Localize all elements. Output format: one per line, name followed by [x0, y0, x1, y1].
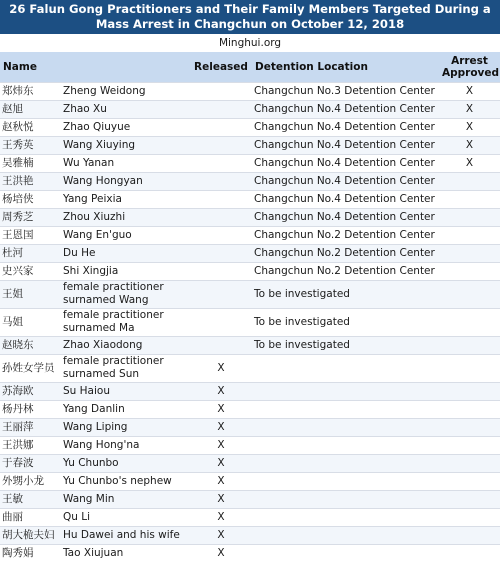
detention-location-cell: Changchun No.4 Detention Center: [252, 136, 439, 154]
chinese-name-cell: 王丽萍: [0, 418, 61, 436]
chinese-name-cell: 胡大桅夫妇: [0, 526, 61, 544]
table-row: [0, 400, 500, 418]
table-row: [0, 382, 500, 400]
released-cell: [190, 308, 252, 336]
english-name-cell: Yu Chunbo: [61, 454, 190, 472]
table-row: [0, 100, 500, 118]
released-cell: [190, 172, 252, 190]
english-name-cell: Tao Xiujuan: [61, 544, 190, 562]
english-name-cell: Qu Li: [61, 508, 190, 526]
released-cell: [190, 262, 252, 280]
english-name-cell: Wang Hongyan: [61, 172, 190, 190]
table-row: [0, 354, 500, 382]
chinese-name-cell: 陶秀娟: [0, 544, 61, 562]
header-detention-location: Detention Location: [255, 60, 368, 73]
arrest-approved-cell: [439, 208, 500, 226]
released-cell: X: [190, 382, 252, 400]
arrest-approved-cell: X: [439, 82, 500, 100]
english-name-cell: Zhou Xiuzhi: [61, 208, 190, 226]
detention-location-cell: [252, 354, 439, 382]
detention-location-cell: Changchun No.2 Detention Center: [252, 226, 439, 244]
table-row: [0, 172, 500, 190]
arrest-approved-cell: [439, 382, 500, 400]
arrest-approved-cell: [439, 508, 500, 526]
arrest-approved-cell: [439, 436, 500, 454]
released-cell: [190, 190, 252, 208]
chinese-name-cell: 王洪艳: [0, 172, 61, 190]
english-name-cell: female practitioner surnamed Wang: [61, 280, 190, 308]
arrest-approved-cell: X: [439, 154, 500, 172]
arrest-approved-cell: [439, 354, 500, 382]
table-row: [0, 118, 500, 136]
english-name-cell: Wang Liping: [61, 418, 190, 436]
english-name-cell: Wang Xiuying: [61, 136, 190, 154]
detention-location-cell: [252, 526, 439, 544]
english-name-cell: Zhao Xu: [61, 100, 190, 118]
table-row: [0, 526, 500, 544]
table-header-row: [0, 52, 500, 82]
arrest-approved-cell: [439, 190, 500, 208]
chinese-name-cell: 于春波: [0, 454, 61, 472]
chinese-name-cell: 王洪娜: [0, 436, 61, 454]
table-row: [0, 418, 500, 436]
arrest-approved-cell: [439, 172, 500, 190]
released-cell: [190, 136, 252, 154]
detention-location-cell: Changchun No.3 Detention Center: [252, 82, 439, 100]
chinese-name-cell: 杨丹林: [0, 400, 61, 418]
detention-location-cell: Changchun No.4 Detention Center: [252, 118, 439, 136]
detention-location-cell: Changchun No.2 Detention Center: [252, 244, 439, 262]
released-cell: X: [190, 544, 252, 562]
chinese-name-cell: 孙姓女学员: [0, 354, 61, 382]
chinese-name-cell: 赵晓东: [0, 336, 61, 354]
table-row: [0, 190, 500, 208]
detention-location-cell: [252, 508, 439, 526]
detention-location-cell: To be investigated: [252, 280, 439, 308]
table-row: [0, 154, 500, 172]
detention-location-cell: [252, 436, 439, 454]
detention-location-cell: [252, 382, 439, 400]
arrest-approved-cell: [439, 544, 500, 562]
detention-location-cell: [252, 454, 439, 472]
detention-location-cell: To be investigated: [252, 336, 439, 354]
english-name-cell: Hu Dawei and his wife: [61, 526, 190, 544]
detention-location-cell: To be investigated: [252, 308, 439, 336]
chinese-name-cell: 杜河: [0, 244, 61, 262]
table-row: [0, 136, 500, 154]
arrest-approved-cell: [439, 418, 500, 436]
chinese-name-cell: 曲丽: [0, 508, 61, 526]
chinese-name-cell: 赵旭: [0, 100, 61, 118]
chinese-name-cell: 赵秋悦: [0, 118, 61, 136]
released-cell: [190, 208, 252, 226]
released-cell: X: [190, 508, 252, 526]
arrest-approved-cell: X: [439, 136, 500, 154]
header-name: Name: [3, 60, 37, 73]
table-row: [0, 308, 500, 336]
arrest-approved-cell: [439, 454, 500, 472]
chinese-name-cell: 吴雅楠: [0, 154, 61, 172]
source-label: Minghui.org: [0, 34, 500, 52]
arrest-approved-cell: [439, 526, 500, 544]
table-row: [0, 490, 500, 508]
arrest-approved-cell: [439, 226, 500, 244]
header-released: Released: [194, 60, 248, 73]
table-title: 26 Falun Gong Practitioners and Their Family Members Targeted During a Mass Arrest in Changchun on October 12, 2018: [0, 0, 500, 34]
arrest-approved-cell: [439, 280, 500, 308]
chinese-name-cell: 杨培侠: [0, 190, 61, 208]
english-name-cell: Wu Yanan: [61, 154, 190, 172]
detention-location-cell: Changchun No.2 Detention Center: [252, 262, 439, 280]
table-row: [0, 208, 500, 226]
table-row: [0, 336, 500, 354]
released-cell: X: [190, 526, 252, 544]
chinese-name-cell: 苏海欧: [0, 382, 61, 400]
table-row: [0, 226, 500, 244]
chinese-name-cell: 王秀英: [0, 136, 61, 154]
arrest-approved-cell: [439, 262, 500, 280]
detention-location-cell: [252, 490, 439, 508]
chinese-name-cell: 马姐: [0, 308, 61, 336]
detention-location-cell: [252, 472, 439, 490]
detention-location-cell: [252, 544, 439, 562]
released-cell: X: [190, 354, 252, 382]
english-name-cell: Zheng Weidong: [61, 82, 190, 100]
detention-location-cell: Changchun No.4 Detention Center: [252, 190, 439, 208]
header-arrest-approved: Arrest Approved: [442, 54, 500, 79]
arrest-approved-cell: [439, 244, 500, 262]
released-cell: X: [190, 400, 252, 418]
released-cell: X: [190, 454, 252, 472]
detention-location-cell: Changchun No.4 Detention Center: [252, 172, 439, 190]
header-english-name: [61, 52, 190, 82]
arrest-approved-cell: [439, 308, 500, 336]
arrest-approved-cell: [439, 336, 500, 354]
table-row: [0, 472, 500, 490]
english-name-cell: Wang Min: [61, 490, 190, 508]
detention-location-cell: Changchun No.4 Detention Center: [252, 208, 439, 226]
detention-location-cell: Changchun No.4 Detention Center: [252, 100, 439, 118]
english-name-cell: Zhao Qiuyue: [61, 118, 190, 136]
released-cell: X: [190, 418, 252, 436]
arrest-approved-cell: X: [439, 118, 500, 136]
english-name-cell: Du He: [61, 244, 190, 262]
released-cell: [190, 336, 252, 354]
table-row: [0, 262, 500, 280]
english-name-cell: Wang En'guo: [61, 226, 190, 244]
detention-location-cell: [252, 418, 439, 436]
english-name-cell: Shi Xingjia: [61, 262, 190, 280]
released-cell: [190, 226, 252, 244]
released-cell: [190, 100, 252, 118]
chinese-name-cell: 周秀芝: [0, 208, 61, 226]
english-name-cell: Yu Chunbo's nephew: [61, 472, 190, 490]
detention-location-cell: Changchun No.4 Detention Center: [252, 154, 439, 172]
arrest-approved-cell: [439, 490, 500, 508]
released-cell: X: [190, 436, 252, 454]
english-name-cell: female practitioner surnamed Sun: [61, 354, 190, 382]
english-name-cell: Zhao Xiaodong: [61, 336, 190, 354]
released-cell: [190, 154, 252, 172]
released-cell: X: [190, 472, 252, 490]
english-name-cell: Yang Peixia: [61, 190, 190, 208]
english-name-cell: Su Haiou: [61, 382, 190, 400]
chinese-name-cell: 郑炜东: [0, 82, 61, 100]
english-name-cell: Yang Danlin: [61, 400, 190, 418]
chinese-name-cell: 王恩国: [0, 226, 61, 244]
arrest-approved-cell: [439, 400, 500, 418]
practitioners-table: [0, 52, 500, 562]
table-row: [0, 244, 500, 262]
table-row: [0, 544, 500, 562]
chinese-name-cell: 外甥小龙: [0, 472, 61, 490]
detention-location-cell: [252, 400, 439, 418]
chinese-name-cell: 王敏: [0, 490, 61, 508]
english-name-cell: Wang Hong'na: [61, 436, 190, 454]
chinese-name-cell: 史兴家: [0, 262, 61, 280]
released-cell: [190, 244, 252, 262]
arrest-approved-cell: X: [439, 100, 500, 118]
table-row: [0, 436, 500, 454]
released-cell: [190, 280, 252, 308]
english-name-cell: female practitioner surnamed Ma: [61, 308, 190, 336]
released-cell: [190, 82, 252, 100]
chinese-name-cell: 王姐: [0, 280, 61, 308]
arrest-approved-cell: [439, 472, 500, 490]
table-row: [0, 508, 500, 526]
table-row: [0, 82, 500, 100]
released-cell: [190, 118, 252, 136]
table-row: [0, 280, 500, 308]
table-row: [0, 454, 500, 472]
released-cell: X: [190, 490, 252, 508]
